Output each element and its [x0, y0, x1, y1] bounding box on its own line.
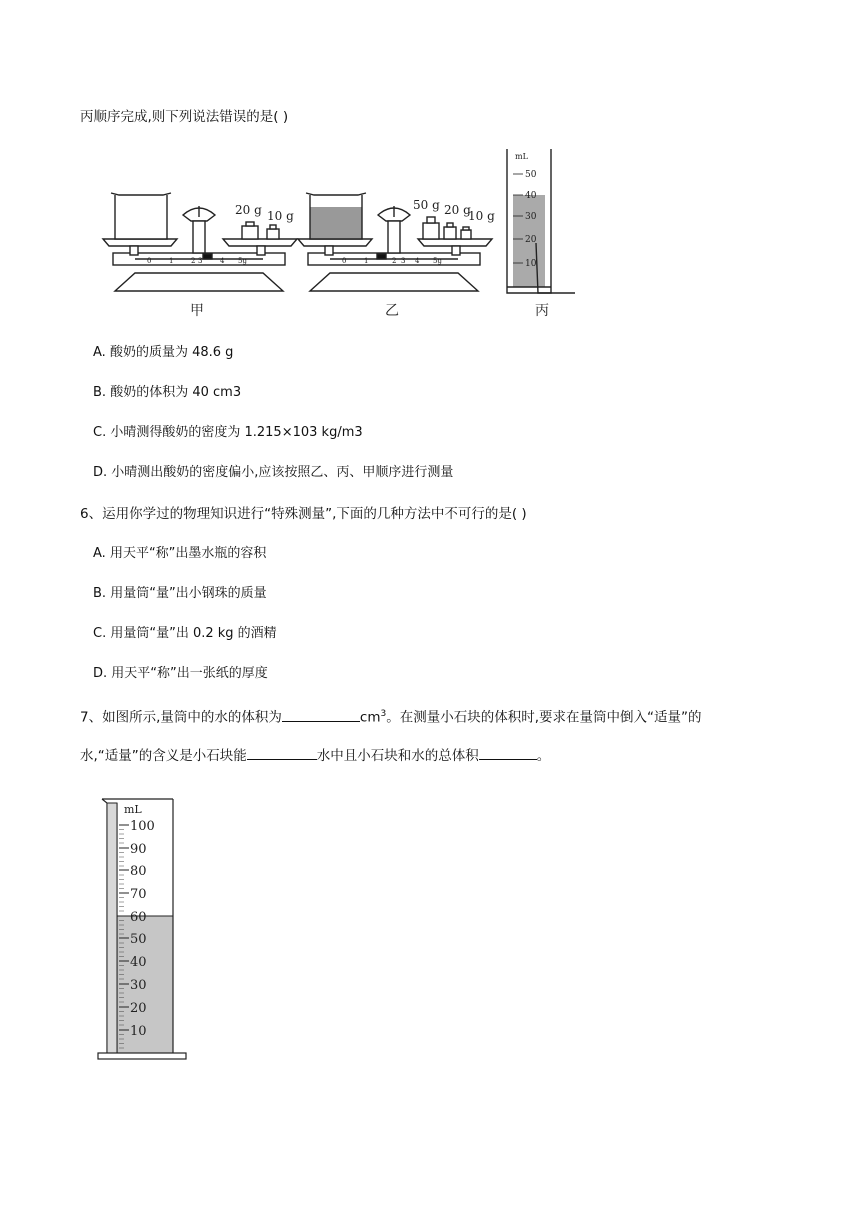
option-text: 用天平“称”出一张纸的厚度 — [111, 666, 268, 681]
option-letter: A. — [93, 345, 106, 360]
jia-scale-4: 4 — [220, 257, 225, 265]
label-jia: 甲 — [190, 303, 204, 319]
jia-weight-20: 20 g — [235, 203, 262, 217]
yi-scale-1: 1 — [364, 257, 369, 265]
cyl-tick-10: 10 — [130, 1024, 147, 1039]
q7-text-b: 。在测量小石块的体积时,要求在量筒中倒入“适量”的 — [386, 709, 702, 726]
cyl-tick-40: 40 — [130, 955, 147, 970]
cyl-tick-70: 70 — [130, 887, 147, 902]
bing-unit: mL — [515, 152, 528, 161]
bing-tick-40: 40 — [525, 191, 537, 201]
q6-stem: 6、运用你学过的物理知识进行“特殊测量”,下面的几种方法中不可行的是( ) — [80, 506, 527, 522]
yi-scale-5g: 5g — [433, 257, 442, 265]
q5-option-d[interactable] — [93, 463, 453, 483]
jia-weight-10: 10 g — [267, 209, 294, 223]
q5-option-a[interactable] — [93, 343, 233, 363]
bing-tick-20: 20 — [525, 235, 537, 245]
q5-stem: 丙顺序完成,则下列说法错误的是( ) — [80, 109, 289, 125]
cylinder-unit: mL — [124, 803, 142, 816]
jia-scale-5g: 5g — [238, 257, 247, 265]
q6-option-d[interactable] — [93, 664, 268, 684]
jia-scale-2: 2 — [191, 257, 196, 265]
cyl-tick-20: 20 — [130, 1001, 147, 1016]
label-bing: 丙 — [535, 303, 549, 319]
bing-tick-10: 10 — [525, 259, 537, 269]
q7-text-d: 水中且小石块和水的总体积 — [316, 748, 479, 764]
bing-tick-50: 50 — [525, 170, 537, 180]
q7-text-a: 7、如图所示,量筒中的水的体积为 — [80, 709, 282, 726]
option-letter: B. — [93, 586, 107, 601]
q6-option-b[interactable] — [93, 584, 267, 604]
yi-scale-4: 4 — [415, 257, 420, 265]
yi-scale-3: 3 — [401, 257, 406, 265]
yi-weight-20: 20 g — [444, 203, 471, 217]
option-letter: D. — [93, 465, 108, 480]
option-text: 用天平“称”出墨水瓶的容积 — [109, 546, 267, 561]
cyl-tick-90: 90 — [130, 842, 147, 857]
q7-line1 — [80, 704, 701, 728]
yi-scale-0: 0 — [342, 257, 347, 265]
q6-option-a[interactable] — [93, 544, 266, 564]
option-letter: A. — [93, 546, 106, 561]
balance-jia — [103, 193, 297, 291]
q7-text-c: 水,“适量”的含义是小石块能 — [80, 748, 247, 764]
option-text: 用量筒“量”出小钢珠的质量 — [110, 586, 267, 601]
jia-scale-0: 0 — [147, 257, 152, 265]
cyl-tick-50: 50 — [130, 932, 147, 947]
yi-scale-2: 2 — [392, 257, 397, 265]
cyl-tick-80: 80 — [130, 864, 147, 879]
option-text: 酸奶的体积为 40 cm3 — [110, 385, 242, 400]
q7-blank-volume[interactable] — [282, 707, 360, 722]
cyl-tick-60: 60 — [130, 910, 147, 925]
q5-option-c[interactable] — [93, 423, 363, 443]
q7-blank-immerse[interactable] — [247, 745, 317, 760]
q7-line2 — [80, 745, 550, 766]
cylinder-bing — [507, 149, 575, 293]
option-text: 小晴测出酸奶的密度偏小,应该按照乙、丙、甲顺序进行测量 — [111, 465, 454, 480]
q5-figure — [95, 143, 575, 323]
q7-unit-sup: 3 — [380, 709, 387, 719]
option-text: 小晴测得酸奶的密度为 1.215×103 kg/m3 — [110, 425, 363, 440]
option-letter: C. — [93, 425, 107, 440]
label-yi: 乙 — [385, 303, 399, 319]
yi-weight-50: 50 g — [413, 198, 440, 212]
cyl-tick-100: 100 — [130, 819, 155, 834]
q7-unit: cm — [359, 709, 381, 726]
option-letter: D. — [93, 666, 108, 681]
yi-weight-10: 10 g — [468, 209, 495, 223]
q5-option-b[interactable] — [93, 383, 241, 403]
q7-cylinder-figure — [95, 795, 195, 1065]
option-letter: C. — [93, 626, 107, 641]
cyl-tick-30: 30 — [130, 978, 147, 993]
q6-option-c[interactable] — [93, 624, 277, 644]
option-letter: B. — [93, 385, 107, 400]
q7-blank-total[interactable] — [479, 745, 537, 760]
jia-scale-3: 3 — [198, 257, 203, 265]
jia-scale-1: 1 — [169, 257, 174, 265]
option-text: 酸奶的质量为 48.6 g — [109, 345, 234, 360]
bing-tick-30: 30 — [525, 212, 537, 222]
q7-text-e: 。 — [536, 748, 551, 764]
option-text: 用量筒“量”出 0.2 kg 的酒精 — [110, 626, 277, 641]
